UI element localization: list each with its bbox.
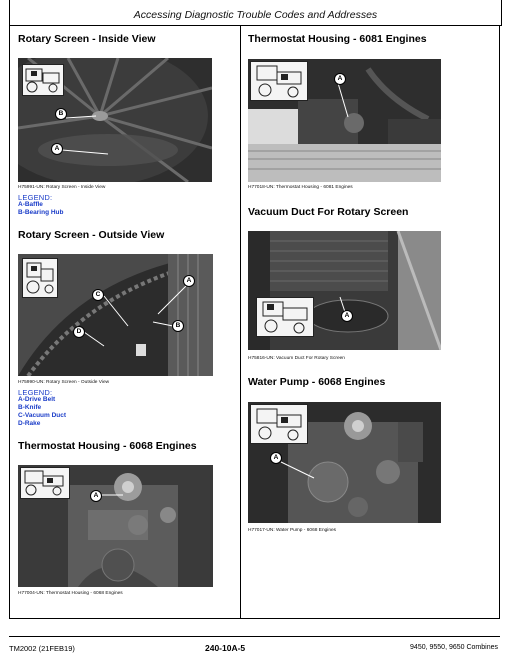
legend-item: A-Baffle: [18, 201, 43, 208]
callout-a: A: [334, 73, 346, 85]
photo-rotary-screen-inside: [18, 58, 212, 182]
section-title-water-pump: Water Pump - 6068 Engines: [248, 376, 386, 388]
callout-a: A: [183, 275, 195, 287]
legend-item: B-Knife: [18, 404, 42, 411]
caption-h77017: H77017-UN: Water Pump - 6068 Engines: [248, 528, 337, 533]
callout-b: B: [172, 320, 184, 332]
footer-rule: [9, 636, 500, 637]
section-title-thermostat-6081: Thermostat Housing - 6081 Engines: [248, 33, 427, 45]
callout-a: A: [341, 310, 353, 322]
caption-h75816: H75816-UN: Vacuum Duct For Rotary Screen: [248, 356, 345, 361]
callout-a: A: [51, 143, 63, 155]
section-title-rotary-inside: Rotary Screen - Inside View: [18, 33, 156, 45]
legend-heading: LEGEND:: [18, 388, 53, 397]
photo-water-pump-6068: [248, 402, 441, 523]
section-title-vacuum-duct: Vacuum Duct For Rotary Screen: [248, 206, 409, 218]
legend-heading: LEGEND:: [18, 193, 53, 202]
legend-item: C-Vacuum Duct: [18, 412, 67, 419]
callout-a: A: [90, 490, 102, 502]
photo-thermostat-6068: [18, 465, 213, 587]
header-frame: [9, 0, 502, 26]
caption-h75991: H75991-UN: Rotary Screen - Inside View: [18, 185, 106, 190]
section-title-thermostat-6068: Thermostat Housing - 6068 Engines: [18, 440, 197, 452]
footer-doc-id: TM2002 (21FEB19): [9, 644, 75, 653]
caption-h77018: H77018-UN: Thermostat Housing - 6081 Engines: [248, 185, 353, 190]
legend-item: B-Bearing Hub: [18, 209, 64, 216]
legend-item: A-Drive Belt: [18, 396, 56, 403]
legend-item: D-Rake: [18, 420, 41, 427]
section-title-rotary-outside: Rotary Screen - Outside View: [18, 229, 165, 241]
frame-left-border: [9, 25, 10, 618]
caption-h75990: H75990-UN: Rotary Screen - Outside View: [18, 380, 110, 385]
frame-right-border: [499, 25, 500, 618]
photo-thermostat-6081: [248, 59, 441, 182]
page-header-title: Accessing Diagnostic Trouble Codes and Addresses: [133, 9, 378, 21]
frame-bottom-border: [9, 618, 500, 619]
caption-h77004: H77004-UN: Thermostat Housing - 6068 Engines: [18, 591, 123, 596]
callout-d: D: [73, 326, 85, 338]
photo-rotary-screen-outside: [18, 254, 213, 376]
footer-models: 9450, 9550, 9650 Combines: [410, 644, 498, 651]
callout-b: B: [55, 108, 67, 120]
photo-vacuum-duct: [248, 231, 441, 350]
callout-a: A: [270, 452, 282, 464]
footer-page-number: 240-10A-5: [205, 643, 246, 653]
column-divider: [240, 25, 241, 618]
callout-c: C: [92, 289, 104, 301]
